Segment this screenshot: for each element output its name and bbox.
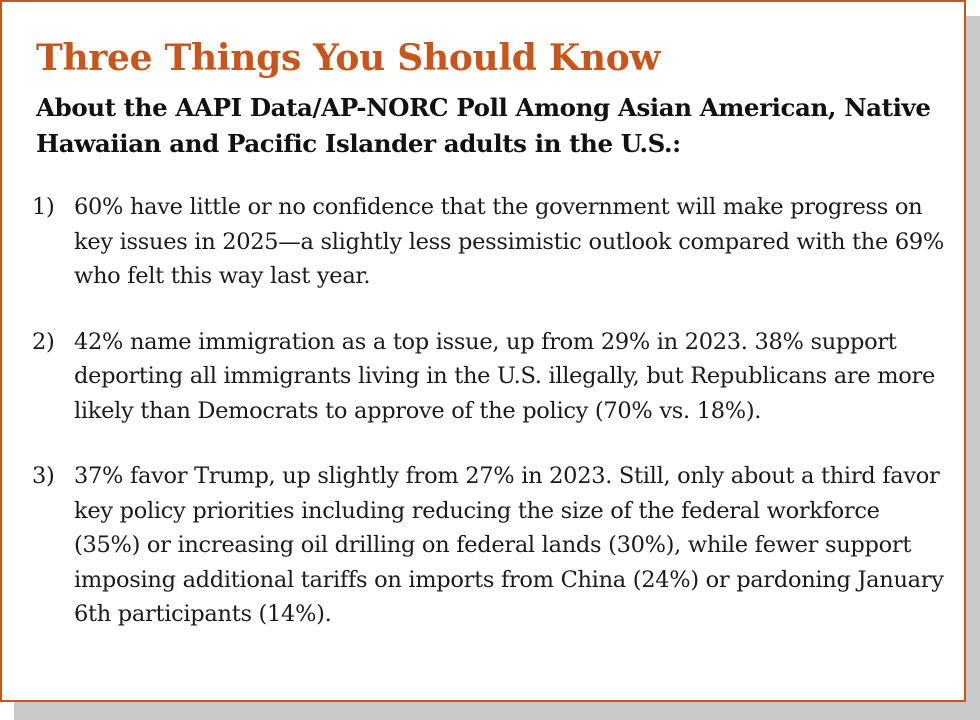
finding-number: 3) xyxy=(32,463,55,489)
finding-text: 37% favor Trump, up slightly from 27% in 2023. Still, only about a third favor key policy priorities including reducing the size of the federal workforce (35%) or increasing oil drilling on federal lands (30%), while fewer support imposing additional tariffs on imports from China (24%) or pardoning January 6th participants (14%). xyxy=(74,463,944,627)
finding-text: 60% have little or no confidence that the government will make progress on key issues in 2025—a slightly less pessimistic outlook compared with the 69% who felt this way last year. xyxy=(74,194,944,289)
finding-number: 1) xyxy=(32,194,55,220)
finding-text: 42% name immigration as a top issue, up from 29% in 2023. 38% support deporting all immigrants living in the U.S. illegally, but Republicans are more likely than Democrats to approve of the policy (70% vs. 18%). xyxy=(74,328,935,424)
finding-item-1 xyxy=(32,190,952,294)
finding-item-2 xyxy=(32,325,952,429)
card-title: Three Things You Should Know xyxy=(36,37,661,79)
finding-number: 2) xyxy=(32,328,55,355)
finding-item-3 xyxy=(32,459,952,632)
card-subtitle: About the AAPI Data/AP-NORC Poll Among Asian American, Native Hawaiian and Pacific Islander adults in the U.S.: xyxy=(36,93,931,158)
key-findings-list xyxy=(32,190,952,632)
